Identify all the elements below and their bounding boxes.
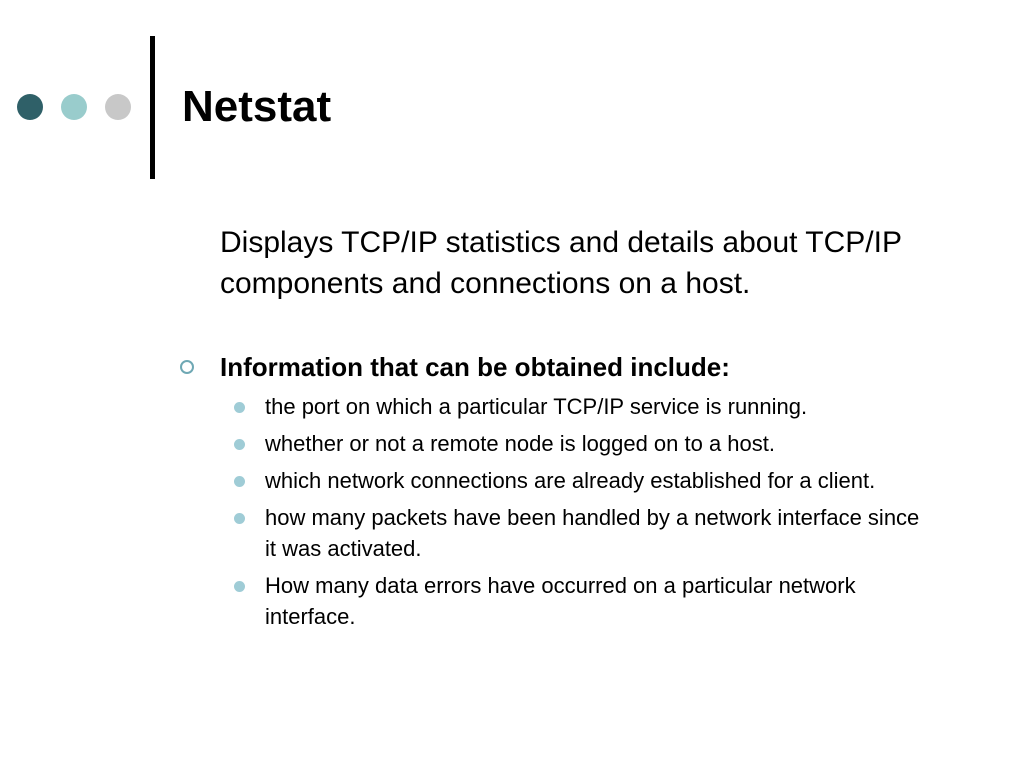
filled-circle-bullet-icon	[234, 402, 245, 413]
decorative-dot-dark	[17, 94, 43, 120]
sub-bullet-text: which network connections are already established for a client.	[265, 468, 876, 493]
intro-paragraph: Displays TCP/IP statistics and details about TCP/IP components and connections on a host.	[220, 226, 902, 300]
sub-bullet-item	[230, 391, 930, 422]
sub-bullet-item	[230, 570, 930, 632]
sub-bullet-text: the port on which a particular TCP/IP service is running.	[265, 394, 808, 419]
sub-bullet-item	[230, 465, 930, 496]
sub-bullet-text: whether or not a remote node is logged on to a host.	[265, 431, 775, 456]
decorative-dot-light	[61, 94, 87, 120]
filled-circle-bullet-icon	[234, 476, 245, 487]
sub-bullet-item	[230, 428, 930, 459]
filled-circle-bullet-icon	[234, 439, 245, 450]
sub-bullet-text: How many data errors have occurred on a particular network interface.	[265, 573, 856, 629]
sub-bullet-list	[230, 391, 930, 638]
slide-title: Netstat	[182, 82, 332, 131]
sub-bullet-text: how many packets have been handled by a network interface since it was activated.	[265, 505, 920, 561]
title-divider	[150, 36, 155, 179]
sub-bullet-item	[230, 502, 930, 564]
decorative-dot-gray	[105, 94, 131, 120]
filled-circle-bullet-icon	[234, 513, 245, 524]
main-bullet-label: Information that can be obtained include:	[220, 352, 730, 382]
filled-circle-bullet-icon	[234, 581, 245, 592]
hollow-circle-bullet-icon	[180, 360, 194, 374]
